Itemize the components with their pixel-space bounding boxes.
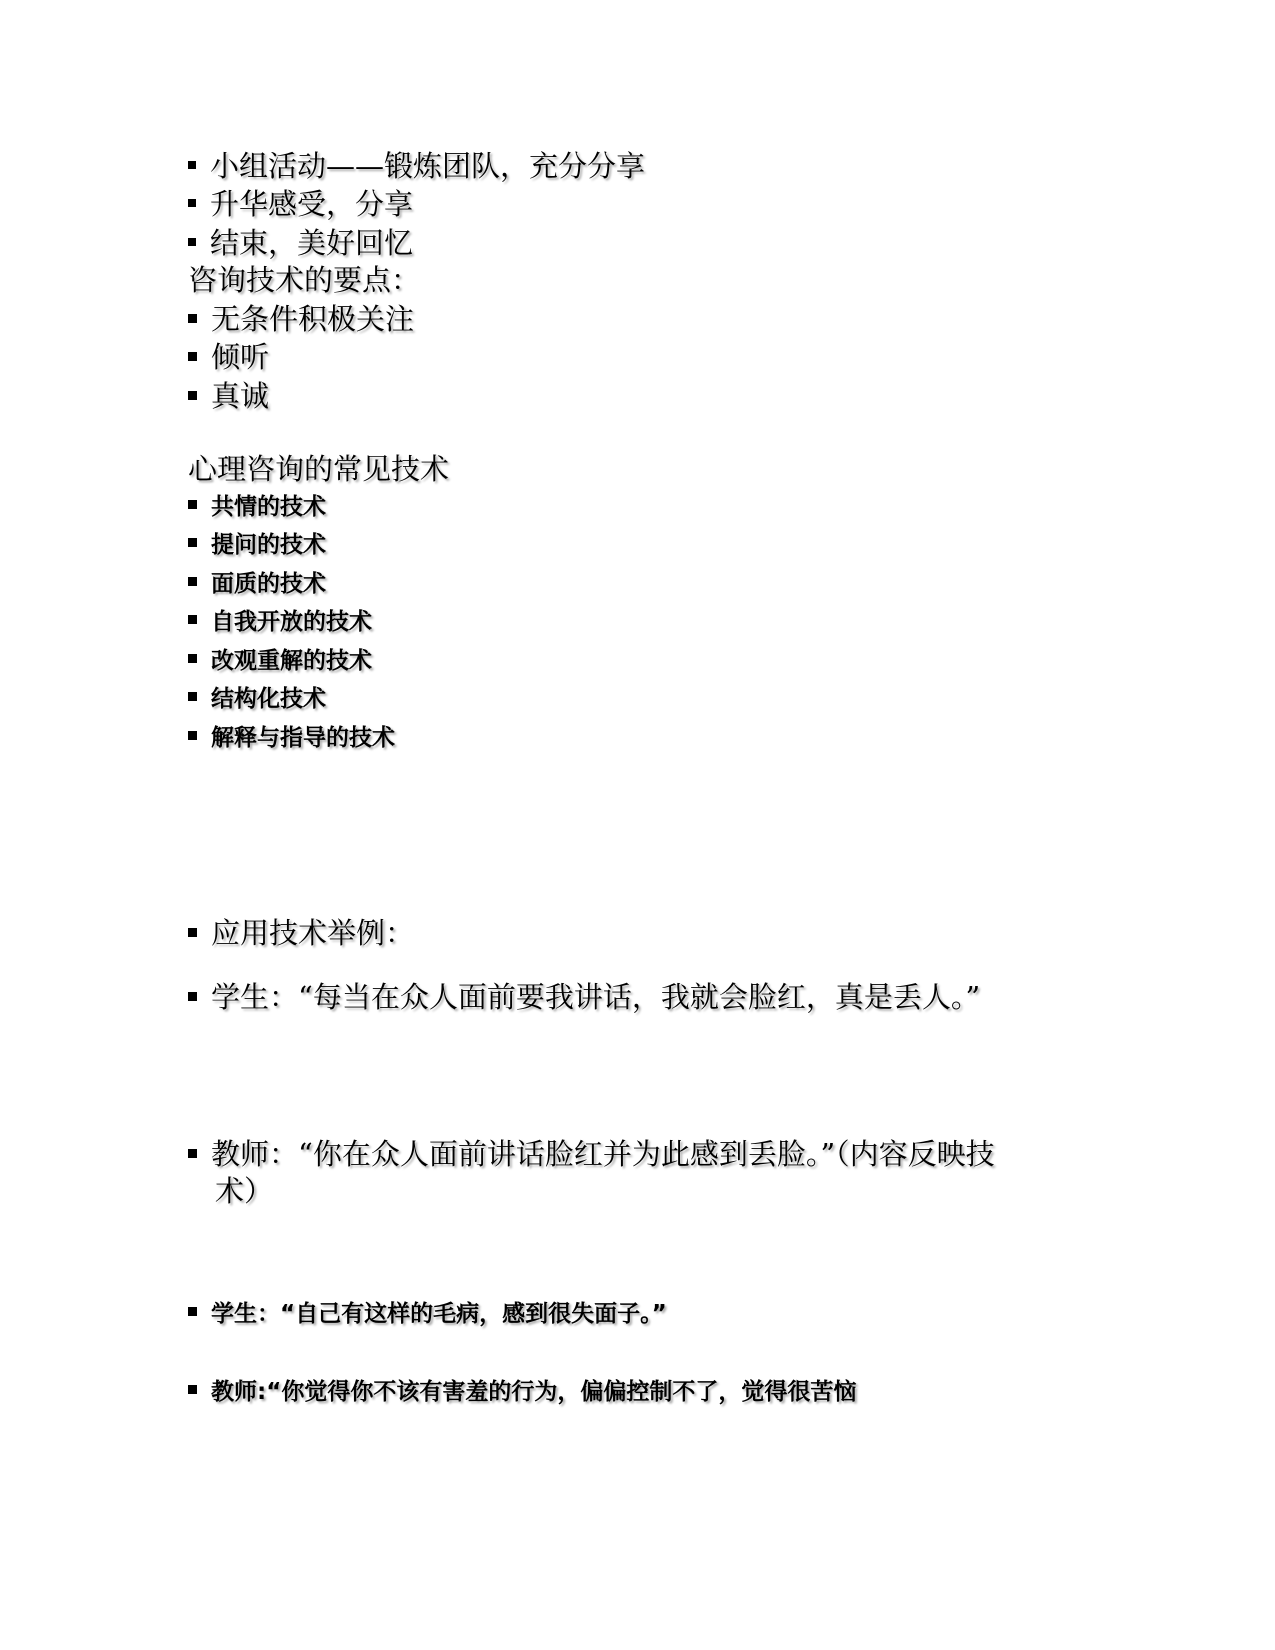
square-bullet-icon [188, 500, 197, 509]
square-bullet-icon [188, 352, 197, 361]
list-item [188, 1137, 995, 1171]
section-heading: 咨询技术的要点： [188, 263, 421, 297]
list-item [188, 1303, 667, 1326]
list-item-text: 结束，美好回忆 [210, 226, 414, 260]
list-item [188, 302, 415, 336]
list-item [188, 727, 395, 750]
list-item [188, 496, 326, 519]
list-item-text: 学生：“自己有这样的毛病，感到很失面子。” [211, 1301, 667, 1327]
list-item [188, 379, 270, 413]
square-bullet-icon [188, 692, 197, 701]
list-item [188, 573, 326, 596]
list-item-text: 倾听 [211, 340, 270, 374]
square-bullet-icon [188, 238, 196, 246]
square-bullet-icon [188, 1385, 197, 1394]
list-item-text: 结构化技术 [211, 686, 326, 712]
square-bullet-icon [188, 199, 196, 207]
list-item [188, 340, 270, 374]
list-item [188, 688, 326, 711]
list-item [188, 980, 981, 1014]
square-bullet-icon [188, 615, 197, 624]
list-item-text: 小组活动——锻炼团队，充分分享 [210, 149, 646, 183]
square-bullet-icon [188, 1307, 197, 1316]
list-item-text: 学生：“每当在众人面前要我讲话，我就会脸红，真是丢人。” [211, 980, 981, 1014]
list-item-text: 教师:“你觉得你不该有害羞的行为，偏偏控制不了，觉得很苦恼 [211, 1379, 857, 1405]
square-bullet-icon [188, 731, 197, 740]
square-bullet-icon [188, 577, 197, 586]
list-item-text: 面质的技术 [211, 571, 326, 597]
list-item-text: 自我开放的技术 [211, 609, 372, 635]
list-item [188, 534, 326, 557]
list-item-text: 真诚 [211, 379, 270, 413]
list-item-text: 改观重解的技术 [211, 648, 372, 674]
square-bullet-icon [188, 928, 197, 937]
list-item-text: 提问的技术 [211, 532, 326, 558]
square-bullet-icon [188, 161, 196, 169]
list-item [188, 149, 646, 183]
list-item-text: 升华感受，分享 [210, 187, 414, 221]
square-bullet-icon [188, 538, 197, 547]
list-item-continuation: 术） [215, 1174, 274, 1208]
list-item-text: 应用技术举例： [211, 916, 415, 950]
list-item [188, 187, 414, 221]
list-item [188, 226, 414, 260]
list-item [188, 1381, 856, 1404]
square-bullet-icon [188, 1149, 197, 1158]
square-bullet-icon [188, 314, 197, 323]
list-item [188, 916, 415, 950]
list-item-text: 共情的技术 [211, 494, 326, 520]
list-item [188, 650, 372, 673]
list-item-text: 教师：“你在众人面前讲话脸红并为此感到丢脸。”（内容反映技 [211, 1137, 995, 1171]
list-item-text: 解释与指导的技术 [211, 725, 395, 751]
list-item [188, 611, 372, 634]
list-item-text: 无条件积极关注 [211, 302, 415, 336]
square-bullet-icon [188, 992, 197, 1001]
square-bullet-icon [188, 391, 197, 400]
square-bullet-icon [188, 654, 197, 663]
section-heading: 心理咨询的常见技术 [188, 452, 450, 486]
